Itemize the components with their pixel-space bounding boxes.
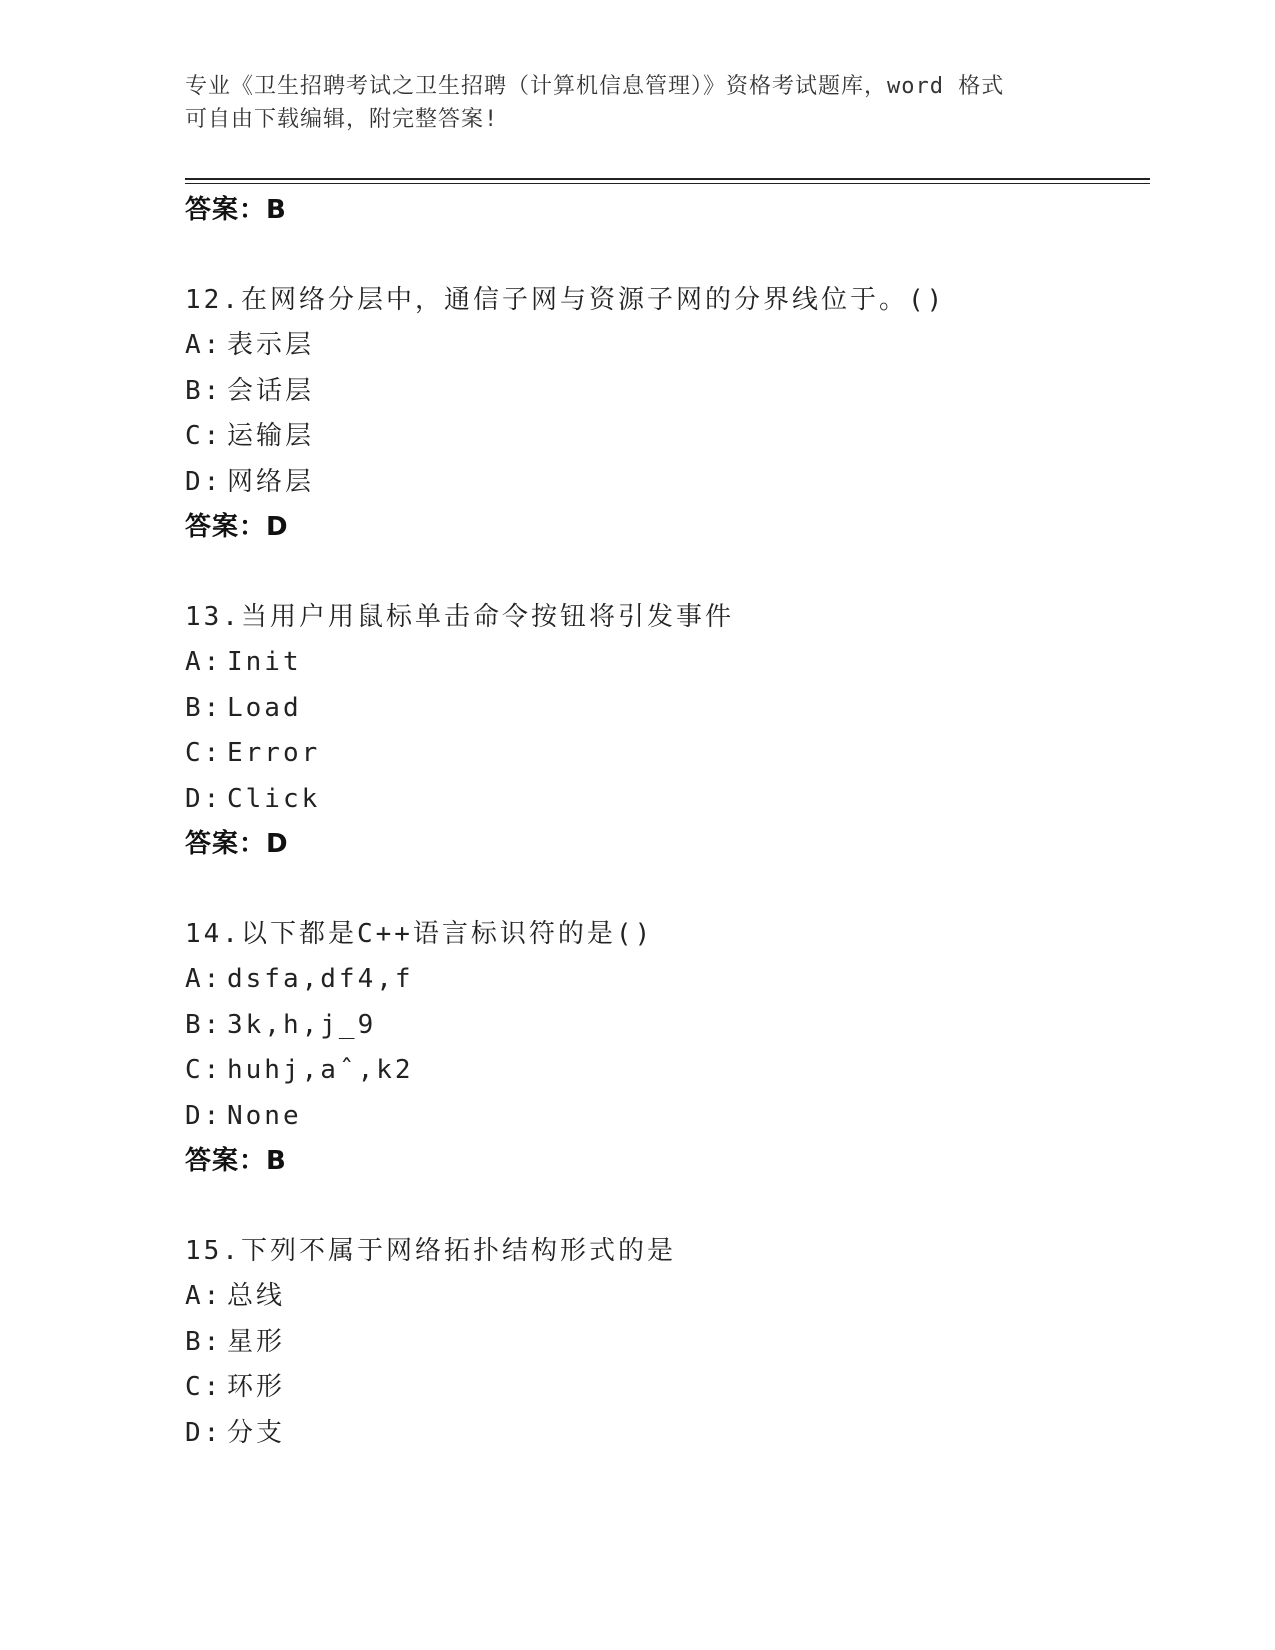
option-label: D: xyxy=(185,783,223,814)
option-label: B: xyxy=(185,692,223,723)
option-text: 总线 xyxy=(227,1281,286,1311)
option-text: 会话层 xyxy=(227,375,315,406)
option-text: None xyxy=(227,1100,302,1131)
header-divider-thick xyxy=(185,178,1150,180)
header-line-1: 专业《卫生招聘考试之卫生招聘（计算机信息管理）》资格考试题库，word 格式 xyxy=(185,74,1005,99)
spacer xyxy=(185,868,1145,912)
option-label: C: xyxy=(185,1372,223,1402)
option-text: Click xyxy=(227,783,321,814)
option-label: A: xyxy=(185,647,223,677)
option-c xyxy=(185,1048,1145,1094)
option-a xyxy=(185,957,1145,1003)
option-label: D: xyxy=(185,1417,223,1448)
question-block-13 xyxy=(185,595,1145,868)
option-c xyxy=(185,1365,1145,1411)
option-text: dsfa,df4,f xyxy=(227,964,414,994)
option-b xyxy=(185,1003,1145,1049)
option-a xyxy=(185,323,1145,369)
document-header xyxy=(185,70,1065,136)
option-text: 星形 xyxy=(227,1326,286,1357)
question-block-14 xyxy=(185,912,1145,1185)
option-label: B: xyxy=(185,1009,223,1040)
option-text: 运输层 xyxy=(227,421,315,451)
spacer xyxy=(185,551,1145,595)
option-label: D: xyxy=(185,466,223,497)
option-label: A: xyxy=(185,964,223,994)
option-d xyxy=(185,777,1145,823)
option-b xyxy=(185,369,1145,415)
option-d xyxy=(185,460,1145,506)
option-c xyxy=(185,731,1145,777)
option-label: B: xyxy=(185,375,223,406)
question-stem: 14.以下都是C++语言标识符的是() xyxy=(185,918,654,949)
option-label: C: xyxy=(185,738,223,768)
answer-line: 答案：D xyxy=(185,512,289,542)
question-stem: 12.在网络分层中，通信子网与资源子网的分界线位于。() xyxy=(185,284,946,315)
option-label: A: xyxy=(185,330,223,360)
option-text: 分支 xyxy=(227,1417,286,1448)
spacer xyxy=(185,234,1145,278)
option-d xyxy=(185,1094,1145,1140)
question-stem: 13.当用户用鼠标单击命令按钮将引发事件 xyxy=(185,601,734,632)
option-text: 环形 xyxy=(227,1372,286,1402)
option-text: Load xyxy=(227,692,302,723)
option-a xyxy=(185,1274,1145,1320)
option-label: C: xyxy=(185,1055,223,1085)
option-a xyxy=(185,640,1145,686)
question-block-15 xyxy=(185,1229,1145,1457)
option-text: 表示层 xyxy=(227,330,315,360)
option-d xyxy=(185,1411,1145,1457)
header-divider-thin xyxy=(185,183,1150,184)
option-text: huhj,aˆ,k2 xyxy=(227,1055,414,1085)
answer-line: 答案：B xyxy=(185,195,287,225)
question-stem: 15.下列不属于网络拓扑结构形式的是 xyxy=(185,1235,676,1266)
header-line-2: 可自由下载编辑，附完整答案! xyxy=(185,107,499,132)
option-text: Init xyxy=(227,647,302,677)
option-text: 网络层 xyxy=(227,466,315,497)
spacer xyxy=(185,1185,1145,1229)
option-text: Error xyxy=(227,738,321,768)
answer-line: 答案：D xyxy=(185,829,289,859)
option-label: B: xyxy=(185,1326,223,1357)
document-body xyxy=(185,188,1145,1456)
question-block-12 xyxy=(185,278,1145,551)
option-b xyxy=(185,1320,1145,1366)
option-label: D: xyxy=(185,1100,223,1131)
answer-line: 答案：B xyxy=(185,1146,287,1176)
option-label: A: xyxy=(185,1281,223,1311)
option-b xyxy=(185,686,1145,732)
option-text: 3k,h,j_9 xyxy=(227,1009,377,1040)
option-c xyxy=(185,414,1145,460)
option-label: C: xyxy=(185,421,223,451)
